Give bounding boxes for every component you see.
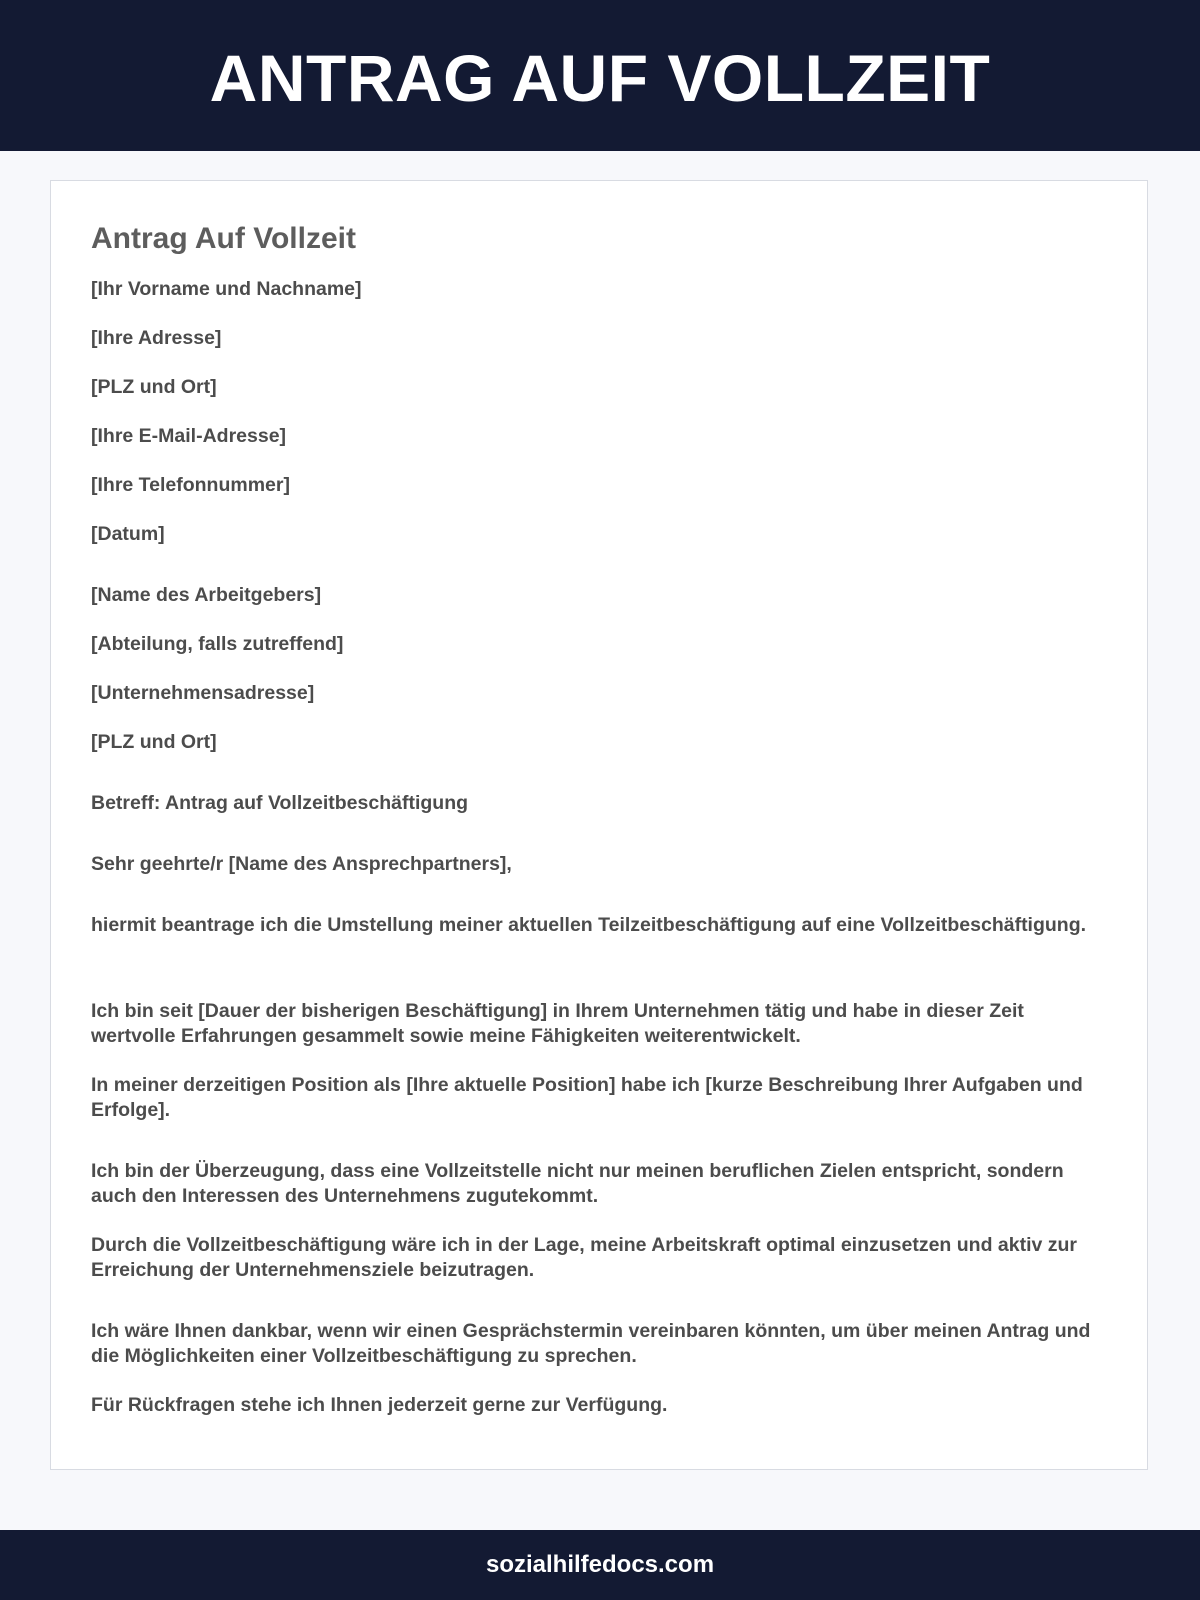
recipient-company-address: [Unternehmensadresse] — [91, 682, 315, 704]
sender-email: [Ihre E-Mail-Adresse] — [91, 425, 287, 447]
recipient-zip-city: [PLZ und Ort] — [91, 731, 217, 753]
recipient-department: [Abteilung, falls zutreffend] — [91, 633, 344, 655]
sender-phone: [Ihre Telefonnummer] — [91, 474, 290, 496]
letter-paragraph: Ich bin der Überzeugung, dass eine Vollzeitstelle nicht nur meinen beruflichen Zielen entspricht, sondern auch den Interessen des Unternehmens zugutekommt. — [91, 1160, 1064, 1207]
document-card — [50, 180, 1148, 1470]
letter-paragraph: Ich wäre Ihnen dankbar, wenn wir einen Gesprächstermin vereinbaren könnten, um über meinen Antrag und die Möglichkeiten einer Vollzeitbeschäftigung zu sprechen. — [91, 1320, 1091, 1367]
recipient-employer: [Name des Arbeitgebers] — [91, 584, 322, 606]
letter-date: [Datum] — [91, 523, 165, 545]
letter-paragraph: Durch die Vollzeitbeschäftigung wäre ich in der Lage, meine Arbeitskraft optimal einzusetzen und aktiv zur Erreichung der Unternehmensziele beizutragen. — [91, 1234, 1078, 1281]
sender-address: [Ihre Adresse] — [91, 327, 222, 349]
page-title: ANTRAG AUF VOLLZEIT — [209, 40, 991, 115]
letter-salutation: Sehr geehrte/r [Name des Ansprechpartners], — [91, 853, 512, 875]
letter-subject: Betreff: Antrag auf Vollzeitbeschäftigung — [91, 792, 469, 814]
sender-zip-city: [PLZ und Ort] — [91, 376, 217, 398]
sender-name: [Ihr Vorname und Nachname] — [91, 278, 362, 300]
letter-paragraph: In meiner derzeitigen Position als [Ihre aktuelle Position] habe ich [kurze Beschreibung Ihrer Aufgaben und Erfolge]. — [91, 1074, 1083, 1121]
letter-paragraph: hiermit beantrage ich die Umstellung meiner aktuellen Teilzeitbeschäftigung auf eine Vollzeitbeschäftigung. — [91, 914, 1087, 936]
footer-site-name: sozialhilfedocs.com — [485, 1551, 715, 1578]
page-footer — [0, 1530, 1200, 1600]
page-header — [0, 0, 1200, 151]
document-title: Antrag Auf Vollzeit — [91, 222, 356, 255]
letter-paragraph: Für Rückfragen stehe ich Ihnen jederzeit gerne zur Verfügung. — [91, 1394, 668, 1416]
letter-paragraph: Ich bin seit [Dauer der bisherigen Beschäftigung] in Ihrem Unternehmen tätig und habe in dieser Zeit wertvolle Erfahrungen gesammelt sowie meine Fähigkeiten weiterentwickelt. — [91, 1000, 1024, 1047]
